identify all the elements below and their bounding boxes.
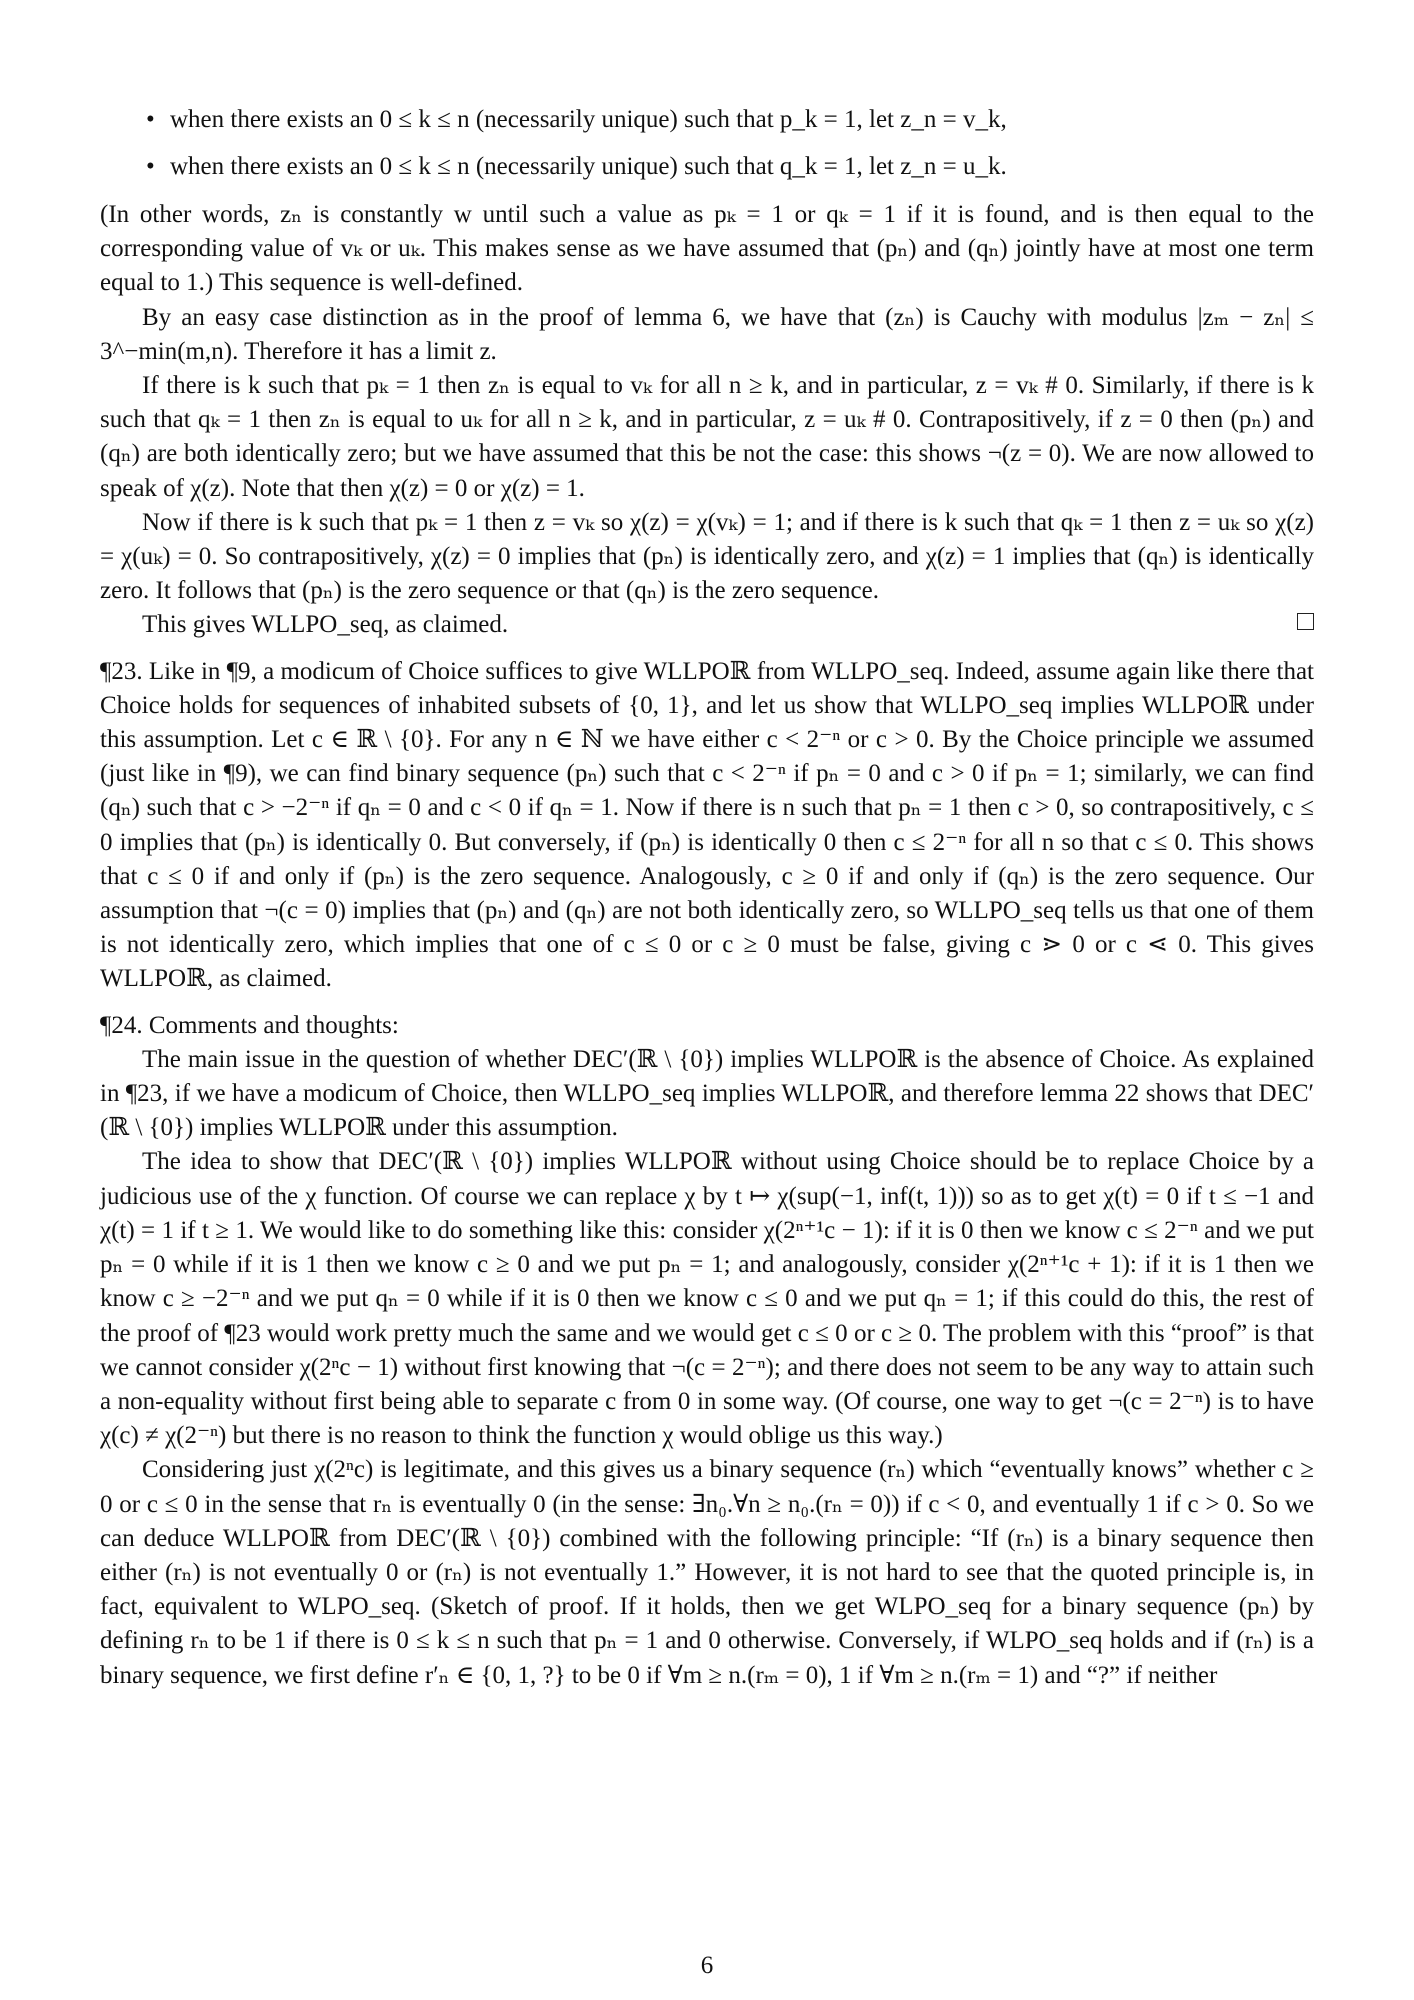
list-item: • when there exists an 0 ≤ k ≤ n (necessarily unique) such that q_k = 1, let z_n = u_k.	[100, 143, 1314, 190]
paragraph: The idea to show that DEC′(ℝ \ {0}) implies WLLPOℝ without using Choice should be to replace Choice by a judicious use of the χ function. Of course we can replace χ by t ↦ χ(sup(−1, inf(t, 1))) so as to get χ(t) = 0 if t ≤ −1 and χ(t) = 1 if t ≥ 1. We would like to do something like this: consider χ(2ⁿ⁺¹c − 1): if it is 0 then we know c ≤ 2⁻ⁿ and we put pₙ = 0 while if it is 1 then we know c ≥ 0 and we put pₙ = 1; and analogously, consider χ(2ⁿ⁺¹c + 1): if it is 1 then we know c ≥ −2⁻ⁿ and we put qₙ = 0 while if it is 0 then we know c ≤ 0 and we put qₙ = 1; if this could do this, the rest of the proof of ¶23 would work pretty much the same and we would get c ≤ 0 or c ≥ 0. The problem with this “proof” is that we cannot consider χ(2ⁿc − 1) without first knowing that ¬(c = 2⁻ⁿ); and there does not seem to be any way to attain such a non-equality without first being able to separate c from 0 in some way. (Of course, one way to get ¬(c = 2⁻ⁿ) is to have χ(c) ≠ χ(2⁻ⁿ) but there is no reason to think the function χ would oblige us this way.)	[100, 1148, 1314, 1450]
bullet-icon: •	[146, 106, 155, 133]
paragraph: Now if there is k such that pₖ = 1 then z = vₖ so χ(z) = χ(vₖ) = 1; and if there is k such that qₖ = 1 then z = uₖ so χ(z) = χ(uₖ) = 0. So contrapositively, χ(z) = 0 implies that (pₙ) is identically zero, and χ(z) = 1 implies that (qₙ) is identically zero. It follows that (pₙ) is the zero sequence or that (qₙ) is the zero sequence.	[100, 508, 1314, 605]
page-number: 6	[700, 1952, 714, 1979]
paragraph: This gives WLLPO_seq, as claimed.	[100, 608, 1314, 642]
page-body	[100, 96, 1314, 1693]
list-item: • when there exists an 0 ≤ k ≤ n (necessarily unique) such that p_k = 1, let z_n = v_k,	[100, 96, 1314, 143]
qed-box-icon	[1297, 613, 1314, 630]
paragraph: By an easy case distinction as in the proof of lemma 6, we have that (zₙ) is Cauchy with modulus |zₘ − zₙ| ≤ 3^−min(m,n). Therefore it has a limit z.	[100, 303, 1314, 365]
section-heading: ¶24. Comments and thoughts:	[100, 1011, 399, 1039]
paragraph: The main issue in the question of whether DEC′(ℝ \ {0}) implies WLLPOℝ is the absence of Choice. As explained in ¶23, if we have a modicum of Choice, then WLLPO_seq implies WLLPOℝ, and therefore lemma 22 shows that DEC′(ℝ \ {0}) implies WLLPOℝ under this assumption.	[100, 1045, 1314, 1142]
paragraph-23: ¶23. Like in ¶9, a modicum of Choice suffices to give WLLPOℝ from WLLPO_seq. Indeed, assume again like there that Choice holds for sequences of inhabited subsets of {0, 1}, and let us show that WLLPO_seq implies WLLPOℝ under this assumption. Let c ∈ ℝ \ {0}. For any n ∈ ℕ we have either c < 2⁻ⁿ or c > 0. By the Choice principle we assumed (just like in ¶9), we can find binary sequence (pₙ) such that c < 2⁻ⁿ if pₙ = 0 and c > 0 if pₙ = 1; similarly, we can find (qₙ) such that c > −2⁻ⁿ if qₙ = 0 and c < 0 if qₙ = 1. Now if there is n such that pₙ = 1 then c > 0, so contrapositively, c ≤ 0 implies that (pₙ) is identically 0. But conversely, if (pₙ) is identically 0 then c ≤ 2⁻ⁿ for all n so that c ≤ 0. This shows that c ≤ 0 if and only if (pₙ) is the zero sequence. Analogously, c ≥ 0 if and only if (qₙ) is the zero sequence. Our assumption that ¬(c = 0) implies that (pₙ) and (qₙ) are not both identically zero, so WLLPO_seq tells us that one of them is not identically zero, which implies that one of c ≤ 0 or c ≥ 0 must be false, giving c ⋗ 0 or c ⋖ 0. This gives WLLPOℝ, as claimed.	[100, 657, 1314, 993]
bullet-icon: •	[146, 153, 155, 180]
paragraph: If there is k such that pₖ = 1 then zₙ is equal to vₖ for all n ≥ k, and in particular, z = vₖ # 0. Similarly, if there is k such that qₖ = 1 then zₙ is equal to uₖ for all n ≥ k, and in particular, z = uₖ # 0. Contrapositively, if z = 0 then (pₙ) and (qₙ) are both identically zero; but we have assumed that this be not the case: this shows ¬(z = 0). We are now allowed to speak of χ(z). Note that then χ(z) = 0 or χ(z) = 1.	[100, 372, 1314, 502]
case-list	[100, 96, 1314, 190]
paragraph: (In other words, zₙ is constantly w until such a value as pₖ = 1 or qₖ = 1 if it is found, and is then equal to the corresponding value of vₖ or uₖ. This makes sense as we have assumed that (pₙ) and (qₙ) jointly have at most one term equal to 1.) This sequence is well-defined.	[100, 201, 1314, 297]
paragraph: Considering just χ(2ⁿc) is legitimate, and this gives us a binary sequence (rₙ) which “eventually knows” whether c ≥ 0 or c ≤ 0 in the sense that rₙ is eventually 0 (in the sense: ∃n₀.∀n ≥ n₀.(rₙ = 0)) if c < 0, and eventually 1 if c > 0. So we can deduce WLLPOℝ from DEC′(ℝ \ {0}) combined with the following principle: “If (rₙ) is a binary sequence then either (rₙ) is not eventually 0 or (rₙ) is not eventually 1.” However, it is not hard to see that the quoted principle is, in fact, equivalent to WLPO_seq. (Sketch of proof. If it holds, then we get WLPO_seq for a binary sequence (pₙ) by defining rₙ to be 1 if there is 0 ≤ k ≤ n such that pₙ = 1 and 0 otherwise. Conversely, if WLPO_seq holds and if (rₙ) is a binary sequence, we first define r′ₙ ∈ {0, 1, ?} to be 0 if ∀m ≥ n.(rₘ = 0), 1 if ∀m ≥ n.(rₘ = 1) and “?” if neither	[100, 1456, 1314, 1689]
